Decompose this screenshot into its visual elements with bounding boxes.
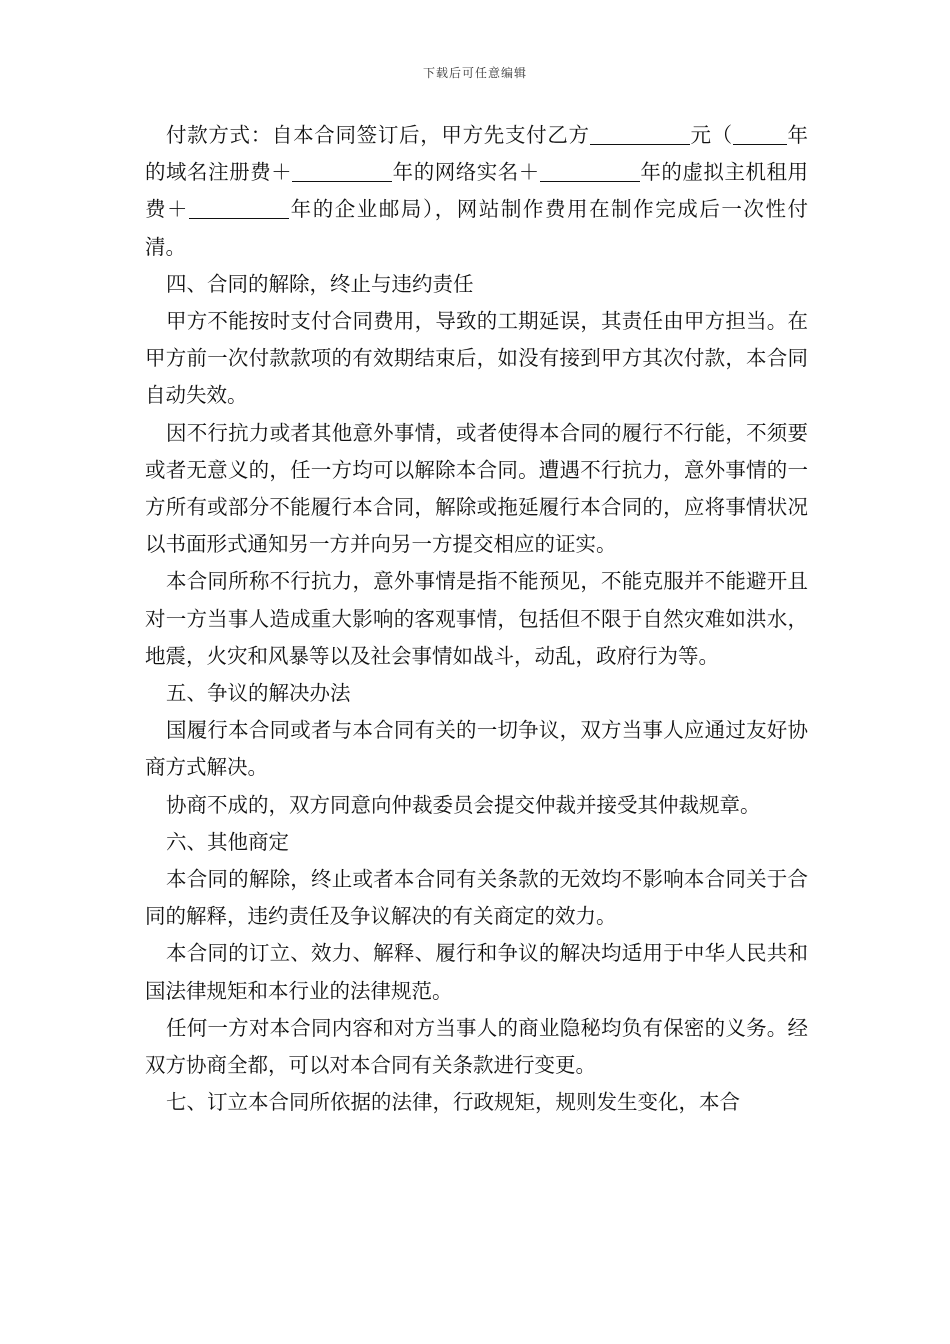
section-heading-termination: 四、合同的解除，终止与违约责任: [166, 271, 474, 296]
payment-text-1: 付款方式：自本合同签订后，甲方先支付乙方: [166, 123, 590, 147]
payment-text-4: 年的网络实名＋: [392, 160, 540, 185]
section-heading-law-change: 七、订立本合同所依据的法律，行政规矩，规则发生变化，本合: [166, 1090, 740, 1115]
realname-years-blank[interactable]: [292, 159, 392, 182]
paragraph-negotiation: 国履行本合同或者与本合同有关的一切争议，双方当事人应通过友好协商方式解决。: [145, 718, 808, 780]
section-heading-other: 六、其他商定: [166, 829, 289, 854]
paragraph-governing-law: 本合同的订立、效力、解释、履行和争议的解决均适用于中华人民共和国法律规矩和本行业的法律规范。: [145, 941, 808, 1003]
paragraph-confidentiality: 任何一方对本合同内容和对方当事人的商业隐秘均负有保密的义务。经双方协商全都，可以对本合同有关条款进行变更。: [145, 1015, 808, 1078]
email-years-blank[interactable]: [189, 196, 289, 219]
payment-paragraph: [145, 117, 808, 266]
domain-years-blank[interactable]: [733, 122, 787, 145]
payment-text-3: 年的域名注册费＋: [145, 123, 808, 185]
hosting-years-blank[interactable]: [540, 159, 640, 182]
amount-blank[interactable]: [590, 122, 690, 145]
payment-text-2: 元（: [689, 123, 733, 147]
payment-text-6: 年的企业邮局），网站制作费用在制作完成后一次性付清。: [145, 197, 809, 259]
payment-text-5: 年的虚拟主机租用费＋: [145, 160, 809, 222]
paragraph-force-majeure-definition: 本合同所称不行抗力，意外事情是指不能预见，不能克服并不能避开且对一方当事人造成重大影响的客观事情，包括但不限于自然灾难如洪水，地震，火灾和风暴等以及社会事情如战斗，动乱，政府行为等。: [145, 569, 808, 668]
document-body: [145, 117, 808, 1121]
paragraph-force-majeure: 因不行抗力或者其他意外事情，或者使得本合同的履行不行能，不须要或者无意义的，任一方均可以解除本合同。遭遇不行抗力，意外事情的一方所有或部分不能履行本合同，解除或拖延履行本合同的，应将事情状况以书面形式通知另一方并向另一方提交相应的证实。: [145, 420, 808, 557]
paragraph-late-payment: 甲方不能按时支付合同费用，导致的工期延误，其责任由甲方担当。在甲方前一次付款款项的有效期结束后，如没有接到甲方其次付款，本合同自动失效。: [145, 309, 808, 408]
paragraph-arbitration: 协商不成的，双方同意向仲裁委员会提交仲裁并接受其仲裁规章。: [166, 792, 761, 817]
section-heading-disputes: 五、争议的解决办法: [166, 681, 351, 706]
page-header: 下载后可任意编辑: [422, 66, 527, 80]
paragraph-severability: 本合同的解除，终止或者本合同有关条款的无效均不影响本合同关于合同的解释，违约责任及争议解决的有关商定的效力。: [145, 867, 808, 929]
